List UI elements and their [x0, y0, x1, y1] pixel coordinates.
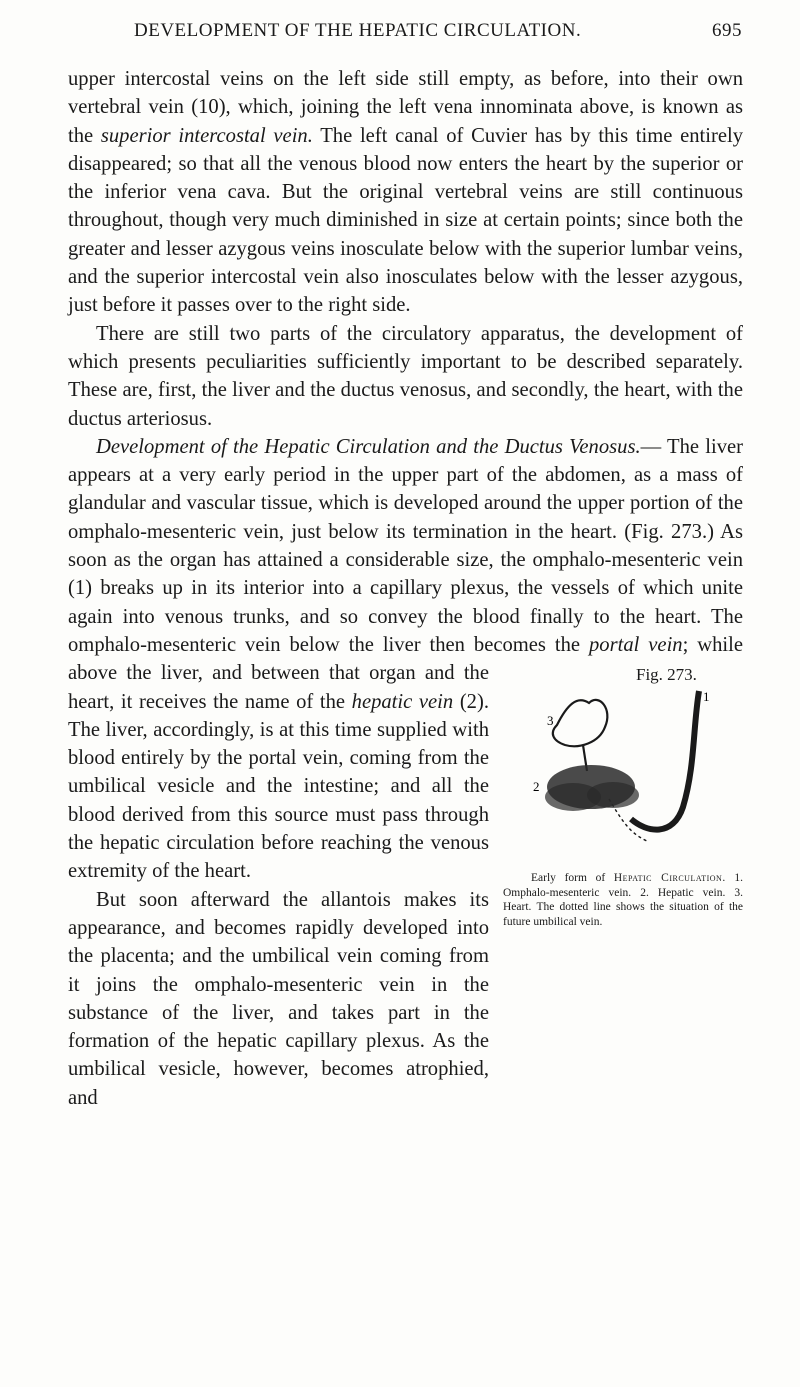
article-body [68, 65, 743, 1112]
marker-2: 2 [533, 779, 540, 795]
figure-label: Fig. 273. [636, 665, 697, 685]
liver-mass [545, 765, 639, 811]
heading-dash: — [640, 435, 662, 458]
para3-text-b: ; while above the liver, and between that organ and the heart, it receives the name of the [68, 633, 744, 713]
marker-1: 1 [703, 689, 710, 705]
para1-text-b: The left canal of Cuvier has by this time entirely disappeared; so that all the venous blood now enters the heart by the superior or the inferior vena cava. But the original vertebral veins are still continuous throughout, though very much diminished in size at certain points; since both the greater and lesser azygous veins inosculate below with the superior lumbar veins, and the superior intercostal vein also inosculates below with the lesser azygous, just before it passes over to the right side. [68, 124, 744, 317]
marker-3: 3 [547, 713, 554, 729]
hepatic-circulation-illustration [517, 687, 717, 869]
figure-273 [503, 661, 743, 1059]
para3-text-a: The liver appears at a very early period in the upper part of the abdomen, as a mass of glandular and vascular tissue, which is developed around the upper portion of the omphalo-mesenteric vein, just below its termination in the heart. (Fig. 273.) As soon as the organ has attained a considerable size, the omphalo-mesenteric vein (1) breaks up in its interior into a capillary plexus, the vessels of which unite again into venous trunks, and so convey the blood finally to the heart. The omphalo-mesenteric vein below the liver then becomes the [68, 435, 743, 656]
omphalo-mesenteric-vein [631, 691, 699, 830]
para1-text-a: upper intercostal veins on the left side still empty, as before, into their own vertebral vein (10), which, joining the left vena innominata above, is known as the [68, 68, 743, 147]
section-heading: Development of the Hepatic Circulation and the Ductus Venosus. [96, 435, 641, 458]
caption-rest: 1. Omphalo-mesenteric vein. 2. Hepatic vein. 3. Heart. The dotted line shows the situation of the future umbilical vein. [503, 872, 744, 928]
paragraph-1 [68, 65, 743, 320]
running-title: DEVELOPMENT OF THE HEPATIC CIRCULATION. [134, 20, 582, 41]
term-portal-vein: portal vein [589, 633, 683, 656]
term-superior-intercostal-vein: superior intercostal vein. [100, 124, 313, 147]
para3-text-c: (2). The liver, accordingly, is at this time supplied with blood entirely by the portal vein, coming from the umbilical vesicle and the intestine; and all the blood derived from this source must pass through the hepatic circulation before reaching the venous extremity of the heart. [68, 690, 489, 883]
paragraph-4: But soon afterward the allantois makes its appearance, and becomes rapidly developed into the placenta; and the umbilical vein coming from it joins the omphalo-mesenteric vein in the substance of the liver, and takes part in the formation of the hepatic capillary plexus. As the umbilical vesicle, however, becomes atrophied, and [68, 888, 489, 1109]
paragraph-3 [68, 433, 744, 928]
caption-lead: Early form of [531, 872, 614, 885]
figure-caption [503, 871, 743, 929]
caption-title: Hepatic Circulation. [613, 872, 726, 885]
paragraph-2: There are still two parts of the circulatory apparatus, the development of which presents peculiarities sufficiently important to be described separately. These are, first, the liver and the ductus venosus, and secondly, the heart, with the ductus arteriosus. [68, 322, 743, 430]
heart-outline [553, 700, 608, 746]
page-number: 695 [712, 20, 742, 41]
term-hepatic-vein: hepatic vein [351, 690, 454, 713]
page-header [68, 16, 742, 46]
